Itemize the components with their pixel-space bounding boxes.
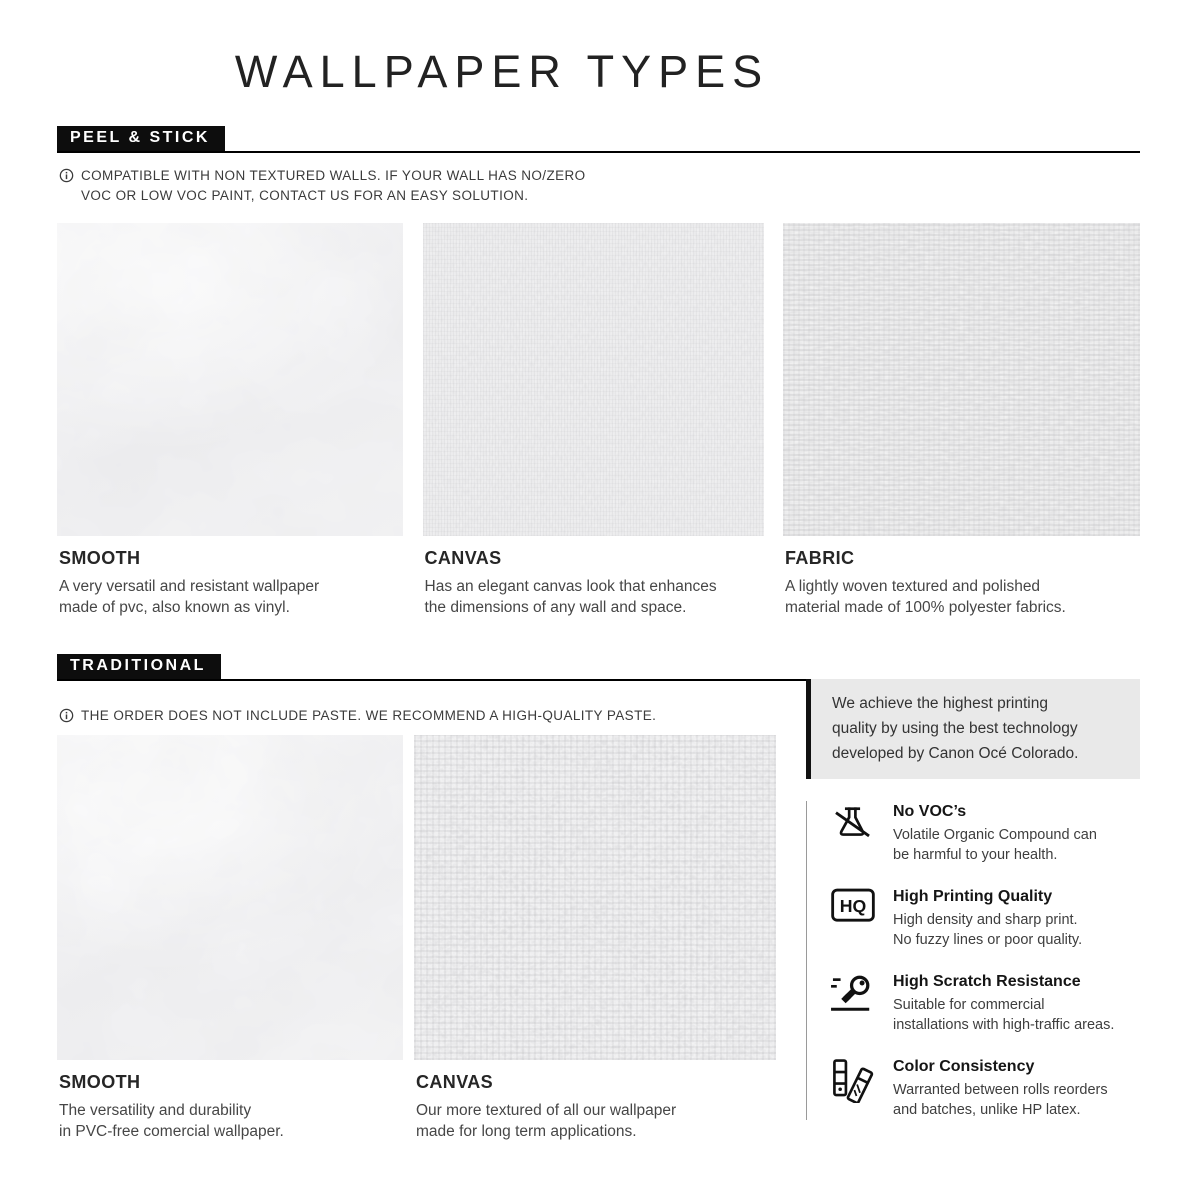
swatch-description-line: the dimensions of any wall and space.: [424, 599, 687, 616]
swatch-caption-canvas-traditional: [414, 1071, 776, 1142]
feature-text: [893, 801, 1097, 865]
info-icon: [59, 708, 74, 723]
swatch-caption-fabric-peel: [783, 547, 1140, 618]
swatch-column-canvas-peel: [423, 223, 764, 618]
swatch-image-smooth-peel: [57, 223, 403, 536]
note-text: [81, 166, 586, 206]
swatch-title: SMOOTH: [59, 548, 141, 568]
feature-description-line: Volatile Organic Compound can: [893, 827, 1097, 843]
peel-stick-swatch-row: [57, 223, 1140, 618]
swatch-caption-canvas-peel: [423, 547, 764, 618]
section-header-peel-stick: [57, 126, 1140, 153]
swatch-description: [59, 576, 403, 618]
hq-letters: HQ: [839, 896, 867, 917]
bottom-area: [57, 693, 1140, 1142]
feature-high-scratch-resistance: [830, 971, 1140, 1035]
feature-title: High Printing Quality: [893, 888, 1053, 905]
note-text: [81, 706, 656, 726]
texture-grain: [414, 735, 776, 1060]
note-line: THE ORDER DOES NOT INCLUDE PASTE. WE RECOMMEND A HIGH-QUALITY PASTE.: [81, 708, 657, 723]
note-line: COMPATIBLE WITH NON TEXTURED WALLS. IF YOUR WALL HAS NO/ZERO: [81, 168, 586, 183]
swatch-description: [425, 576, 764, 618]
printing-info-panel: [806, 679, 1140, 1142]
swatch-image-canvas-traditional: [414, 735, 776, 1060]
quote-line: We achieve the highest printing: [832, 695, 1048, 712]
swatch-image-fabric-peel: [783, 223, 1140, 536]
swatch-caption-smooth-traditional: [57, 1071, 403, 1142]
swatch-column-smooth-peel: [57, 223, 403, 618]
feature-description: [893, 826, 1097, 865]
texture-grain: [57, 735, 403, 1060]
swatch-description-line: The versatility and durability: [59, 1102, 252, 1119]
traditional-note: [59, 706, 776, 726]
texture-grain: [57, 223, 403, 536]
swatch-description: [59, 1100, 403, 1142]
traditional-swatch-area: [57, 693, 776, 1142]
feature-description: [893, 996, 1114, 1035]
feature-title: Color Consistency: [893, 1058, 1035, 1075]
feature-description-line: and batches, unlike HP latex.: [893, 1101, 1081, 1118]
color-swatches-icon: [830, 1056, 878, 1120]
feature-high-printing-quality: [830, 886, 1140, 950]
feature-description: [893, 911, 1082, 950]
swatch-description: [416, 1100, 776, 1142]
feature-description-line: installations with high-traffic areas.: [893, 1016, 1115, 1033]
swatch-description-line: Has an elegant canvas look that enhances: [424, 578, 717, 595]
swatch-description-line: in PVC-free comercial wallpaper.: [59, 1123, 284, 1140]
traditional-swatch-row: [57, 735, 776, 1142]
feature-description: [893, 1081, 1108, 1120]
feature-color-consistency: [830, 1056, 1140, 1120]
texture-grain: [783, 223, 1140, 536]
feature-description-line: be harmful to your health.: [893, 846, 1058, 863]
section-header-traditional: [57, 654, 1140, 681]
feature-title: High Scratch Resistance: [893, 973, 1081, 990]
section-label-peel-stick: PEEL & STICK: [57, 126, 225, 151]
feature-title: No VOC’s: [893, 803, 967, 820]
quote-text: [811, 679, 1140, 779]
feature-no-vocs: [830, 801, 1140, 865]
feature-description-line: Warranted between rolls reorders: [893, 1082, 1108, 1098]
swatch-caption-smooth-peel: [57, 547, 403, 618]
feature-description-line: Suitable for commercial: [893, 997, 1045, 1013]
feature-text: [893, 1056, 1108, 1120]
features-list: [806, 801, 1140, 1120]
feature-description-line: No fuzzy lines or poor quality.: [893, 931, 1083, 948]
swatch-description-line: made for long term applications.: [416, 1123, 637, 1140]
note-line: VOC OR LOW VOC PAINT, CONTACT US FOR AN EASY SOLUTION.: [81, 188, 529, 203]
section-label-traditional: TRADITIONAL: [57, 654, 221, 679]
swatch-description-line: Our more textured of all our wallpaper: [416, 1102, 677, 1119]
swatch-description-line: A lightly woven textured and polished: [785, 578, 1041, 595]
quote-line: quality by using the best technology: [832, 720, 1078, 737]
feature-description-line: High density and sharp print.: [893, 912, 1078, 928]
swatch-description-line: material made of 100% polyester fabrics.: [785, 599, 1066, 616]
swatch-column-canvas-traditional: [414, 735, 776, 1142]
texture-grain: [423, 223, 764, 536]
swatch-column-smooth-traditional: [57, 735, 403, 1142]
swatch-image-canvas-peel: [423, 223, 764, 536]
swatch-title: CANVAS: [424, 548, 502, 568]
feature-text: [893, 971, 1114, 1035]
page-title: WALLPAPER TYPES: [234, 46, 770, 97]
quote-box: [806, 679, 1140, 779]
swatch-title: FABRIC: [785, 548, 855, 568]
quote-line: developed by Canon Océ Colorado.: [832, 745, 1079, 762]
content-area: [57, 0, 1140, 1142]
swatch-description-line: made of pvc, also known as vinyl.: [59, 599, 290, 616]
swatch-description-line: A very versatil and resistant wallpaper: [59, 578, 320, 595]
scratch-key-icon: [830, 971, 878, 1035]
swatch-image-smooth-traditional: [57, 735, 403, 1060]
hq-badge-icon: [830, 886, 878, 950]
info-icon: [59, 168, 74, 183]
swatch-title: CANVAS: [416, 1072, 494, 1092]
swatch-column-fabric-peel: [783, 223, 1140, 618]
no-voc-flask-icon: [830, 801, 878, 865]
swatch-description: [785, 576, 1140, 618]
peel-stick-note: [59, 166, 1140, 206]
swatch-title: SMOOTH: [59, 1072, 141, 1092]
feature-text: [893, 886, 1082, 950]
